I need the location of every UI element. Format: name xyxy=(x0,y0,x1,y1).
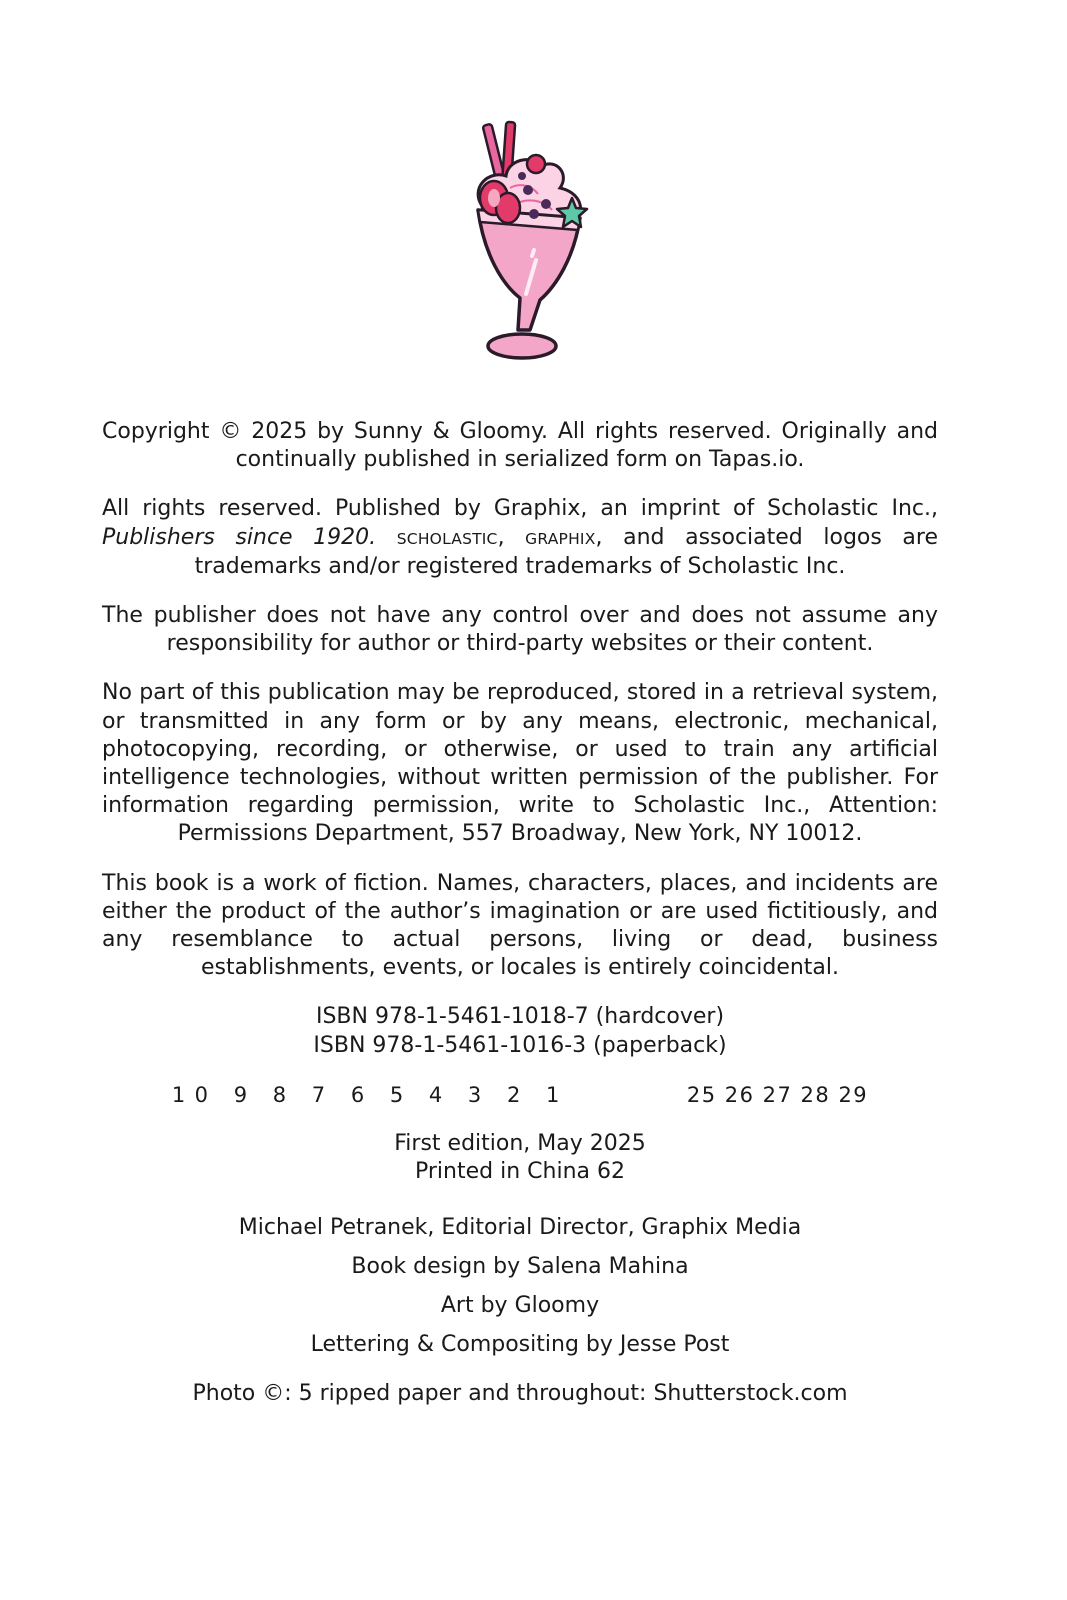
first-edition: First edition, May 2025 xyxy=(394,1131,646,1157)
isbn-paperback: ISBN 978-1-5461-1016-3 (paperback) xyxy=(313,1032,727,1058)
photo-credit: Photo ©: 5 ripped paper and throughout: Shutterstock.com xyxy=(192,1380,848,1406)
glass-base xyxy=(488,334,556,358)
rights-text-1: All rights reserved. Published by Graphix, an imprint of Scholastic Inc., xyxy=(102,496,938,522)
isbn-block xyxy=(102,1003,938,1059)
credit-line: Art by Gloomy xyxy=(440,1293,600,1319)
rights-paragraph xyxy=(102,495,938,581)
copyright-page-text xyxy=(102,418,938,1430)
printing-numbers: 10 9 8 7 6 5 4 3 2 1 xyxy=(171,1082,569,1107)
cherry xyxy=(527,155,545,173)
credit-line: Book design by Salena Mahina xyxy=(351,1254,689,1280)
isbn-hardcover: ISBN 978-1-5461-1018-7 (hardcover) xyxy=(315,1004,725,1030)
reproduction-paragraph: No part of this publication may be reproduced, stored in a retrieval system, or transmitted in any form or by any means, electronic, mechanical, photocopying, recording, or otherwise, or used to train any artificial intelligence technologies, without written permission of the publisher. For information regarding permission, write to Scholastic Inc., Attention: Permissions Department, 557 Broadway, New York, NY 10012. xyxy=(102,680,938,847)
fiction-paragraph: This book is a work of fiction. Names, characters, places, and incidents are either the product of the author’s imagination or are used fictitiously, and any resemblance to actual persons, living or dead, business establishments, events, or locales is entirely coincidental. xyxy=(102,870,938,981)
credit-line: Lettering & Compositing by Jesse Post xyxy=(310,1332,730,1358)
scholastic-mark: SCHOLASTIC xyxy=(396,529,498,548)
printed-in: Printed in China 62 xyxy=(415,1159,625,1185)
disclaimer-paragraph: The publisher does not have any control over and does not assume any responsibility for author or third-party websites or their content. xyxy=(102,603,938,657)
edition-block xyxy=(102,1130,938,1186)
milkshake-icon xyxy=(448,118,598,370)
publishers-since: Publishers since 1920. xyxy=(102,524,377,550)
credit-line: Michael Petranek, Editorial Director, Graphix Media xyxy=(238,1215,802,1241)
rights-text-2: , and associated logos are trademarks and/or registered trademarks of Scholastic Inc. xyxy=(194,524,938,579)
mark-separator: , xyxy=(497,524,526,550)
copyright-paragraph: Copyright © 2025 by Sunny & Gloomy. All rights reserved. Originally and continually published in serialized form on Tapas.io. xyxy=(102,419,938,473)
printer-key xyxy=(102,1081,938,1109)
graphix-mark: GRAPHIX xyxy=(525,529,596,548)
credits-block xyxy=(102,1214,938,1359)
printing-years: 25 26 27 28 29 xyxy=(686,1082,869,1107)
